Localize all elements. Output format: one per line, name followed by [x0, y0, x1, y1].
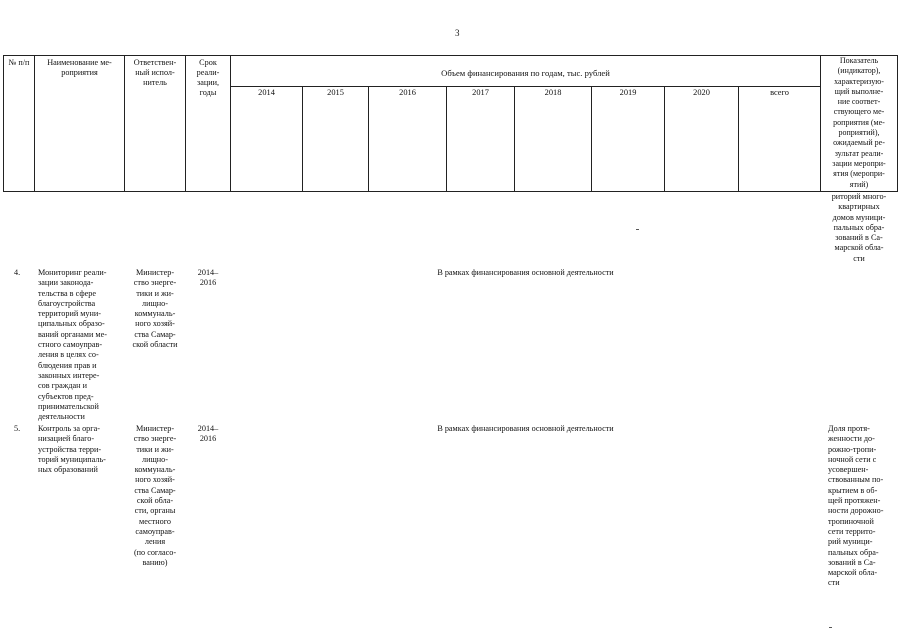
year-total-label: всего: [770, 88, 789, 97]
year-2014-label: 2014: [258, 88, 275, 97]
year-2015-label: 2015: [327, 88, 344, 97]
row-term: 2014– 2016: [197, 424, 219, 444]
row-name: Мониторинг реали- зации законода- тельства в сфере благоустройства территорий муни- ципальных образо- ваний органами ме- стного самоуправ- ления в целях со- блюдения прав и законных интере- сов граждан и субъектов пред- принимательской деятельности: [38, 268, 107, 422]
year-2018-label: 2018: [544, 88, 562, 97]
row-name: Контроль за орга- низацией благо- устройства терри- торий муниципаль- ных образований: [38, 424, 106, 475]
header-col-indicator: Показатель (индикатор), характеризую- щий выполне- ние соответ- ствующего ме- роприятия (ме- роприятий), ожидаемый ре- зультат реали- зации меропри- ятия (меропри- ятий): [832, 56, 886, 189]
row-indicator: Доля протя- женности до- рожно-тропи- ночной сети с усовершен- ствованным по- крытием в об- щей протяжен- ности дорожно- тропиночной сети террито- рий муници- пальных обра- зований в Са- марской обла- сти: [828, 424, 884, 588]
header-col-term: Срок реали- зации, годы: [196, 58, 220, 97]
row-term: 2014– 2016: [197, 268, 219, 288]
year-2017-label: 2017: [472, 88, 489, 97]
row-number: 4.: [14, 268, 21, 277]
row-number: 5.: [14, 424, 21, 433]
carryover-indicator-text: риторий много- квартирных домов муници- пальных обра- зований в Са- марской обла- сти: [831, 192, 887, 263]
header-col-number: № п/п: [8, 58, 30, 67]
scan-speck: [636, 229, 639, 230]
row-financing: В рамках финансирования основной деятельности: [437, 268, 614, 277]
row-responsible: Министер- ство энерге- тики и жи- лищно- коммуналь- ного хозяй- ства Самар- ской области: [132, 268, 178, 350]
year-2020-label: 2020: [693, 88, 710, 97]
header-col-name: Наименование ме- роприятия: [47, 58, 112, 77]
year-2019-label: 2019: [619, 88, 637, 97]
header-col-responsible: Ответствен- ный испол- нитель: [133, 58, 177, 87]
scan-speck: [829, 627, 832, 628]
header-col-financing: Объем финансирования по годам, тыс. рублей: [441, 68, 610, 78]
page-number: 3: [455, 28, 460, 38]
row-financing: В рамках финансирования основной деятельности: [437, 424, 614, 433]
year-2016-label: 2016: [399, 88, 416, 97]
row-responsible: Министер- ство энерге- тики и жи- лищно- коммуналь- ного хозяй- ства Самар- ской обла- сти, органы местного самоуправ- ления (по согласо- ванию): [133, 424, 177, 567]
